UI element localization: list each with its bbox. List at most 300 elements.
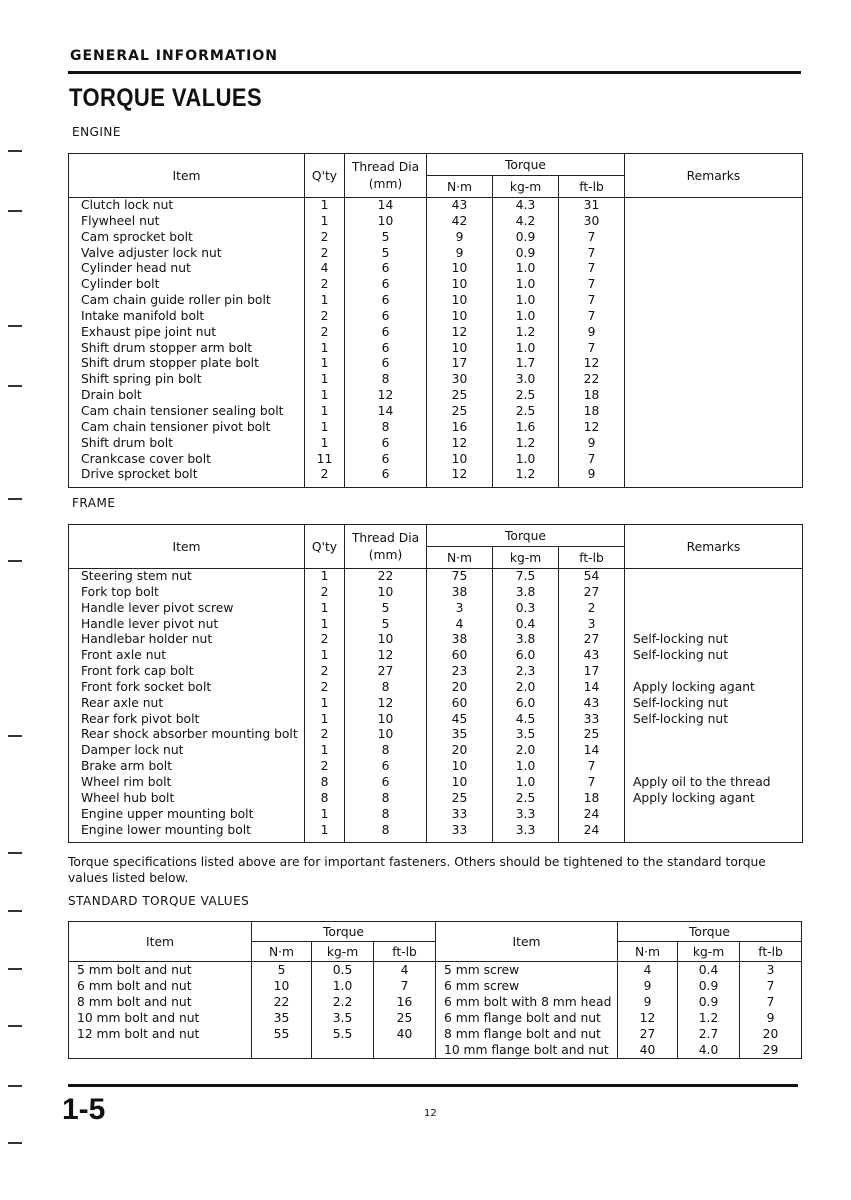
cell-remarks <box>625 436 803 452</box>
table-row <box>69 293 803 309</box>
cell-remarks <box>625 356 803 372</box>
cell-qty: 1 <box>305 436 345 452</box>
cell-item-left: 12 mm bolt and nut <box>69 1026 252 1042</box>
cell-thread-dia: 12 <box>345 388 427 404</box>
cell-thread-dia: 8 <box>345 791 427 807</box>
cell-thread-dia: 6 <box>345 759 427 775</box>
cell-nm-right: 9 <box>618 978 678 994</box>
cell-ftlb: 30 <box>559 214 625 230</box>
cell-kgm: 0.9 <box>493 230 559 246</box>
cell-kgm: 1.0 <box>493 309 559 325</box>
cell-item: Wheel hub bolt <box>69 791 305 807</box>
cell-nm-left: 55 <box>252 1026 312 1042</box>
cell-remarks <box>625 388 803 404</box>
col-item-right: Item <box>436 922 618 962</box>
cell-item-left: 8 mm bolt and nut <box>69 994 252 1010</box>
cell-thread-dia: 5 <box>345 246 427 262</box>
cell-thread-dia: 6 <box>345 452 427 468</box>
cell-remarks <box>625 585 803 601</box>
cell-ftlb: 7 <box>559 452 625 468</box>
cell-qty: 1 <box>305 198 345 214</box>
cell-ftlb: 7 <box>559 261 625 277</box>
cell-remarks <box>625 230 803 246</box>
cell-item: Engine upper mounting bolt <box>69 807 305 823</box>
table-row <box>69 601 803 617</box>
cell-remarks <box>625 617 803 633</box>
table-row <box>69 759 803 775</box>
cell-kgm-right: 2.7 <box>678 1026 740 1042</box>
cell-kgm: 2.5 <box>493 791 559 807</box>
padding-cell <box>345 838 427 843</box>
cell-ftlb-right: 20 <box>740 1026 802 1042</box>
cell-ftlb: 9 <box>559 325 625 341</box>
col-nm: N·m <box>427 176 493 198</box>
cell-item-right: 10 mm flange bolt and nut <box>436 1042 618 1059</box>
cell-item: Drive sprocket bolt <box>69 467 305 483</box>
col-thread-dia: Thread Dia (mm) <box>345 154 427 198</box>
table-row <box>69 791 803 807</box>
cell-thread-dia: 14 <box>345 198 427 214</box>
cell-nm: 38 <box>427 632 493 648</box>
cell-item: Drain bolt <box>69 388 305 404</box>
cell-thread-dia: 8 <box>345 372 427 388</box>
cell-thread-dia: 6 <box>345 293 427 309</box>
cell-thread-dia: 12 <box>345 648 427 664</box>
table-row <box>69 632 803 648</box>
cell-thread-dia: 6 <box>345 436 427 452</box>
table-row <box>69 823 803 839</box>
cell-ftlb: 12 <box>559 356 625 372</box>
cell-qty: 1 <box>305 823 345 839</box>
cell-kgm: 7.5 <box>493 569 559 585</box>
cell-qty: 1 <box>305 356 345 372</box>
cell-nm: 20 <box>427 680 493 696</box>
cell-qty: 2 <box>305 680 345 696</box>
cell-remarks <box>625 569 803 585</box>
table-row <box>69 664 803 680</box>
cell-item: Shift drum stopper plate bolt <box>69 356 305 372</box>
cell-thread-dia: 27 <box>345 664 427 680</box>
cell-qty: 1 <box>305 743 345 759</box>
cell-thread-dia: 10 <box>345 712 427 728</box>
cell-ftlb: 27 <box>559 585 625 601</box>
cell-qty: 1 <box>305 372 345 388</box>
cell-ftlb: 7 <box>559 759 625 775</box>
cell-item: Handle lever pivot nut <box>69 617 305 633</box>
cell-nm-left: 5 <box>252 962 312 979</box>
col-remarks: Remarks <box>625 154 803 198</box>
cell-kgm: 1.0 <box>493 759 559 775</box>
cell-nm-left: 22 <box>252 994 312 1010</box>
table-row <box>69 372 803 388</box>
cell-remarks: Apply locking agant <box>625 791 803 807</box>
cell-nm: 25 <box>427 404 493 420</box>
cell-thread-dia: 10 <box>345 585 427 601</box>
page-number: 1-5 <box>62 1093 106 1126</box>
cell-nm: 12 <box>427 325 493 341</box>
cell-nm: 33 <box>427 823 493 839</box>
table-row <box>69 585 803 601</box>
table-row <box>69 452 803 468</box>
col-torque: Torque <box>427 154 625 176</box>
cell-remarks: Self-locking nut <box>625 632 803 648</box>
cell-nm: 10 <box>427 293 493 309</box>
sheet-number: 12 <box>424 1108 437 1119</box>
cell-kgm-left <box>312 1042 374 1059</box>
col-item-left: Item <box>69 922 252 962</box>
cell-item: Damper lock nut <box>69 743 305 759</box>
cell-item: Cam chain guide roller pin bolt <box>69 293 305 309</box>
cell-nm: 43 <box>427 198 493 214</box>
cell-kgm-left: 5.5 <box>312 1026 374 1042</box>
col-remarks: Remarks <box>625 525 803 569</box>
cell-ftlb: 3 <box>559 617 625 633</box>
cell-qty: 2 <box>305 632 345 648</box>
cell-thread-dia: 8 <box>345 807 427 823</box>
cell-kgm: 2.0 <box>493 680 559 696</box>
table-row <box>69 277 803 293</box>
cell-remarks: Apply oil to the thread <box>625 775 803 791</box>
cell-qty: 4 <box>305 261 345 277</box>
cell-qty: 1 <box>305 293 345 309</box>
padding-cell <box>69 838 305 843</box>
cell-nm: 10 <box>427 452 493 468</box>
cell-qty: 2 <box>305 585 345 601</box>
table-row <box>69 962 802 979</box>
cell-qty: 2 <box>305 246 345 262</box>
cell-kgm-left: 1.0 <box>312 978 374 994</box>
cell-nm-right: 12 <box>618 1010 678 1026</box>
cell-kgm: 1.0 <box>493 775 559 791</box>
cell-kgm: 1.0 <box>493 277 559 293</box>
cell-nm: 9 <box>427 230 493 246</box>
cell-item: Shift spring pin bolt <box>69 372 305 388</box>
cell-kgm-left: 3.5 <box>312 1010 374 1026</box>
cell-ftlb: 22 <box>559 372 625 388</box>
table-row <box>69 420 803 436</box>
cell-ftlb: 43 <box>559 696 625 712</box>
cell-nm-right: 4 <box>618 962 678 979</box>
padding-cell <box>493 838 559 843</box>
cell-thread-dia: 6 <box>345 356 427 372</box>
cell-ftlb: 7 <box>559 230 625 246</box>
cell-kgm-left: 2.2 <box>312 994 374 1010</box>
cell-thread-dia: 8 <box>345 420 427 436</box>
col-thread-dia: Thread Dia (mm) <box>345 525 427 569</box>
table-row <box>69 356 803 372</box>
col-kgm-right: kg-m <box>678 942 740 962</box>
cell-nm: 10 <box>427 341 493 357</box>
cell-kgm: 3.0 <box>493 372 559 388</box>
cell-qty: 1 <box>305 712 345 728</box>
cell-kgm: 1.2 <box>493 467 559 483</box>
cell-thread-dia: 10 <box>345 214 427 230</box>
cell-item: Cam chain tensioner sealing bolt <box>69 404 305 420</box>
cell-thread-dia: 8 <box>345 823 427 839</box>
cell-nm: 42 <box>427 214 493 230</box>
cell-kgm: 1.2 <box>493 325 559 341</box>
cell-kgm: 4.5 <box>493 712 559 728</box>
cell-item: Clutch lock nut <box>69 198 305 214</box>
padding-cell <box>625 483 803 488</box>
cell-nm: 10 <box>427 277 493 293</box>
cell-remarks: Self-locking nut <box>625 696 803 712</box>
cell-ftlb-right: 7 <box>740 978 802 994</box>
cell-nm: 35 <box>427 727 493 743</box>
cell-ftlb: 24 <box>559 807 625 823</box>
cell-remarks <box>625 823 803 839</box>
cell-nm: 3 <box>427 601 493 617</box>
cell-qty: 8 <box>305 791 345 807</box>
col-qty: Q'ty <box>305 154 345 198</box>
cell-remarks <box>625 246 803 262</box>
table-row <box>69 404 803 420</box>
cell-nm: 10 <box>427 309 493 325</box>
cell-item: Shift drum stopper arm bolt <box>69 341 305 357</box>
cell-nm: 12 <box>427 436 493 452</box>
cell-ftlb: 9 <box>559 467 625 483</box>
cell-ftlb: 18 <box>559 404 625 420</box>
cell-ftlb-left: 40 <box>374 1026 436 1042</box>
cell-item-right: 6 mm flange bolt and nut <box>436 1010 618 1026</box>
cell-remarks: Self-locking nut <box>625 712 803 728</box>
table-row <box>69 807 803 823</box>
cell-nm: 10 <box>427 775 493 791</box>
cell-ftlb-right: 29 <box>740 1042 802 1059</box>
cell-qty: 2 <box>305 727 345 743</box>
cell-ftlb: 7 <box>559 309 625 325</box>
col-item: Item <box>69 525 305 569</box>
cell-kgm: 2.5 <box>493 404 559 420</box>
cell-kgm: 3.3 <box>493 807 559 823</box>
cell-nm: 12 <box>427 467 493 483</box>
cell-thread-dia: 6 <box>345 341 427 357</box>
cell-item: Steering stem nut <box>69 569 305 585</box>
cell-ftlb: 7 <box>559 277 625 293</box>
cell-remarks <box>625 372 803 388</box>
cell-remarks <box>625 452 803 468</box>
cell-kgm: 1.2 <box>493 436 559 452</box>
cell-remarks <box>625 664 803 680</box>
cell-kgm-right: 0.9 <box>678 994 740 1010</box>
cell-item: Wheel rim bolt <box>69 775 305 791</box>
cell-ftlb: 33 <box>559 712 625 728</box>
cell-remarks <box>625 727 803 743</box>
cell-ftlb: 14 <box>559 680 625 696</box>
cell-nm: 9 <box>427 246 493 262</box>
cell-item: Brake arm bolt <box>69 759 305 775</box>
cell-qty: 2 <box>305 230 345 246</box>
cell-kgm-left: 0.5 <box>312 962 374 979</box>
padding-cell <box>559 838 625 843</box>
cell-thread-dia: 8 <box>345 680 427 696</box>
cell-thread-dia: 10 <box>345 632 427 648</box>
cell-ftlb: 7 <box>559 775 625 791</box>
cell-remarks <box>625 309 803 325</box>
cell-kgm: 1.0 <box>493 452 559 468</box>
col-ftlb: ft-lb <box>559 547 625 569</box>
cell-nm: 33 <box>427 807 493 823</box>
col-ftlb-left: ft-lb <box>374 942 436 962</box>
cell-item: Handlebar holder nut <box>69 632 305 648</box>
table-row <box>69 1026 802 1042</box>
cell-kgm: 1.6 <box>493 420 559 436</box>
cell-item: Rear fork pivot bolt <box>69 712 305 728</box>
cell-ftlb: 9 <box>559 436 625 452</box>
standard-label: STANDARD TORQUE VALUES <box>68 894 250 908</box>
cell-kgm: 0.3 <box>493 601 559 617</box>
cell-qty: 1 <box>305 214 345 230</box>
cell-remarks <box>625 807 803 823</box>
cell-qty: 1 <box>305 420 345 436</box>
padding-cell <box>427 483 493 488</box>
header-rule <box>68 71 801 74</box>
cell-nm: 75 <box>427 569 493 585</box>
cell-kgm: 6.0 <box>493 648 559 664</box>
cell-qty: 2 <box>305 309 345 325</box>
table-row <box>69 569 803 585</box>
cell-item-right: 5 mm screw <box>436 962 618 979</box>
col-kgm: kg-m <box>493 547 559 569</box>
table-row <box>69 680 803 696</box>
cell-ftlb-left: 7 <box>374 978 436 994</box>
cell-remarks <box>625 404 803 420</box>
cell-qty: 2 <box>305 759 345 775</box>
cell-item: Front fork cap bolt <box>69 664 305 680</box>
cell-remarks <box>625 198 803 214</box>
cell-thread-dia: 10 <box>345 727 427 743</box>
cell-item: Cylinder head nut <box>69 261 305 277</box>
cell-nm-left: 35 <box>252 1010 312 1026</box>
cell-qty: 8 <box>305 775 345 791</box>
col-nm: N·m <box>427 547 493 569</box>
cell-item-right: 6 mm bolt with 8 mm head <box>436 994 618 1010</box>
cell-kgm: 0.9 <box>493 246 559 262</box>
cell-ftlb: 24 <box>559 823 625 839</box>
cell-item: Valve adjuster lock nut <box>69 246 305 262</box>
cell-item: Engine lower mounting bolt <box>69 823 305 839</box>
cell-qty: 1 <box>305 341 345 357</box>
cell-item-right: 8 mm flange bolt and nut <box>436 1026 618 1042</box>
cell-qty: 1 <box>305 696 345 712</box>
section-header: GENERAL INFORMATION <box>70 48 278 64</box>
cell-qty: 1 <box>305 569 345 585</box>
table-row <box>69 261 803 277</box>
table-row <box>69 230 803 246</box>
cell-qty: 1 <box>305 404 345 420</box>
cell-nm: 25 <box>427 388 493 404</box>
cell-remarks <box>625 293 803 309</box>
footer-rule <box>68 1084 798 1087</box>
col-ftlb: ft-lb <box>559 176 625 198</box>
cell-item: Flywheel nut <box>69 214 305 230</box>
cell-nm: 10 <box>427 261 493 277</box>
cell-nm: 10 <box>427 759 493 775</box>
cell-item: Fork top bolt <box>69 585 305 601</box>
cell-item: Cylinder bolt <box>69 277 305 293</box>
standard-torque-table <box>68 921 802 1059</box>
col-qty: Q'ty <box>305 525 345 569</box>
cell-nm: 23 <box>427 664 493 680</box>
cell-ftlb: 54 <box>559 569 625 585</box>
table-row <box>69 467 803 483</box>
cell-thread-dia: 8 <box>345 743 427 759</box>
col-torque-right: Torque <box>618 922 802 942</box>
cell-ftlb: 12 <box>559 420 625 436</box>
frame-label: FRAME <box>72 496 116 510</box>
cell-item: Cam chain tensioner pivot bolt <box>69 420 305 436</box>
cell-item: Rear shock absorber mounting bolt <box>69 727 305 743</box>
cell-ftlb: 7 <box>559 293 625 309</box>
cell-nm: 60 <box>427 696 493 712</box>
page-title: TORQUE VALUES <box>69 84 263 112</box>
cell-nm: 38 <box>427 585 493 601</box>
table-row <box>69 696 803 712</box>
cell-nm-right: 9 <box>618 994 678 1010</box>
cell-qty: 2 <box>305 467 345 483</box>
padding-cell <box>345 483 427 488</box>
cell-remarks <box>625 467 803 483</box>
table-bottom-padding <box>69 838 803 843</box>
cell-ftlb: 7 <box>559 341 625 357</box>
cell-item: Intake manifold bolt <box>69 309 305 325</box>
table-row <box>69 978 802 994</box>
cell-nm: 30 <box>427 372 493 388</box>
col-nm-right: N·m <box>618 942 678 962</box>
padding-cell <box>305 483 345 488</box>
cell-item: Front fork socket bolt <box>69 680 305 696</box>
cell-item-left: 10 mm bolt and nut <box>69 1010 252 1026</box>
engine-torque-table <box>68 153 803 488</box>
cell-kgm: 3.5 <box>493 727 559 743</box>
padding-cell <box>559 483 625 488</box>
cell-qty: 11 <box>305 452 345 468</box>
cell-ftlb: 14 <box>559 743 625 759</box>
cell-kgm: 3.8 <box>493 585 559 601</box>
cell-kgm-right: 1.2 <box>678 1010 740 1026</box>
cell-item-left: 6 mm bolt and nut <box>69 978 252 994</box>
cell-kgm: 4.3 <box>493 198 559 214</box>
table-row <box>69 743 803 759</box>
cell-thread-dia: 6 <box>345 467 427 483</box>
cell-qty: 1 <box>305 388 345 404</box>
col-torque-left: Torque <box>252 922 436 942</box>
col-nm-left: N·m <box>252 942 312 962</box>
padding-cell <box>427 838 493 843</box>
cell-kgm: 4.2 <box>493 214 559 230</box>
cell-item: Exhaust pipe joint nut <box>69 325 305 341</box>
cell-ftlb-left: 25 <box>374 1010 436 1026</box>
cell-remarks <box>625 214 803 230</box>
cell-nm: 45 <box>427 712 493 728</box>
cell-thread-dia: 6 <box>345 325 427 341</box>
cell-ftlb: 2 <box>559 601 625 617</box>
cell-nm: 16 <box>427 420 493 436</box>
padding-cell <box>625 838 803 843</box>
cell-remarks <box>625 341 803 357</box>
table-row <box>69 436 803 452</box>
cell-ftlb: 18 <box>559 791 625 807</box>
padding-cell <box>69 483 305 488</box>
cell-kgm: 3.8 <box>493 632 559 648</box>
cell-ftlb: 7 <box>559 246 625 262</box>
col-kgm-left: kg-m <box>312 942 374 962</box>
cell-thread-dia: 5 <box>345 617 427 633</box>
cell-nm: 25 <box>427 791 493 807</box>
cell-remarks <box>625 759 803 775</box>
cell-item: Front axle nut <box>69 648 305 664</box>
cell-qty: 2 <box>305 277 345 293</box>
